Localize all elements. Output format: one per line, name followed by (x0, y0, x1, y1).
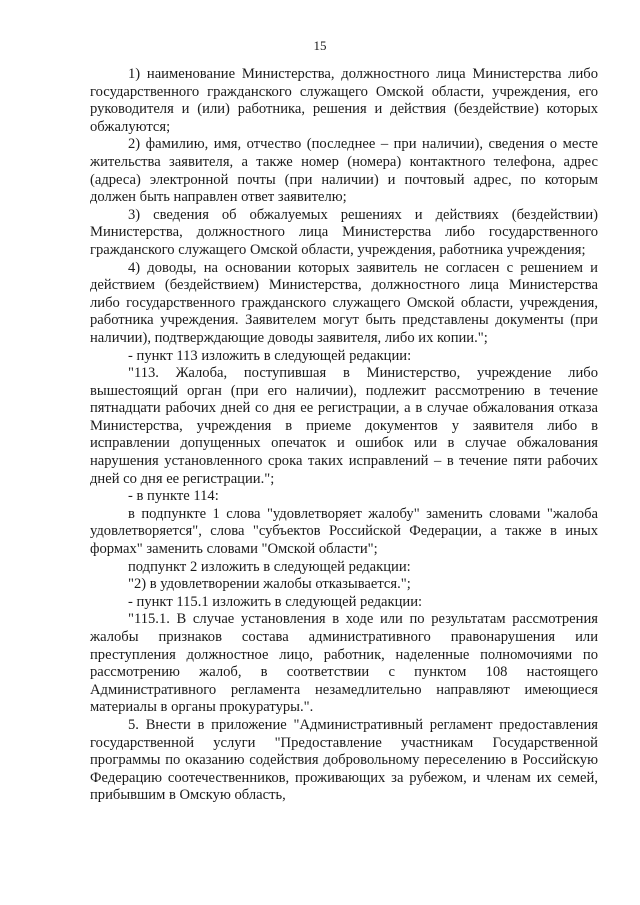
paragraph-subclause-2-heading: подпункт 2 изложить в следующей редакции: (128, 558, 411, 575)
paragraph-item-2: 2) фамилию, имя, отчество (последнее – при наличии), сведения о месте жительства заявителя, а также номер (номера) контактного телефона, адрес (адреса) электронной почты (при наличии) и почтовый адрес, по которым должен быть направлен ответ заявителю; (90, 136, 598, 206)
paragraph-clause-113-heading: - пункт 113 изложить в следующей редакции: (128, 347, 412, 364)
paragraph-clause-114-heading: - в пункте 114: (128, 488, 219, 505)
paragraph-clause-115: "115.1. В случае установления в ходе или по результатам рассмотрения жалобы признаков состава административного правонарушения или преступления должностное лицо, работник, наделенные полномочиями по рассмотрению жалоб, в соответствии с пунктом 108 настоящего Административного регламента незамедлительно направляют имеющиеся материалы в органы прокуратуры.". (90, 611, 598, 716)
paragraph-item-3: 3) сведения об обжалуемых решениях и действиях (бездействии) Министерства, должностного лица Министерства либо государственного гражданского служащего Омской области, учреждения, работника учреждения; (90, 206, 598, 258)
paragraph-subclause-2: "2) в удовлетворении жалобы отказывается."; (128, 576, 411, 593)
paragraph-item-4: 4) доводы, на основании которых заявитель не согласен с решением и действием (бездействием) Министерства, должностного лица Министерства либо государственного гражданского служащего Омской области, учреждения, работника учреждения. Заявителем могут быть представлены документы (при наличии), подтверждающие доводы заявителя, либо их копии."; (90, 259, 598, 346)
page-number: 15 (313, 38, 327, 53)
paragraph-section-5: 5. Внести в приложение "Административный регламент предоставления государственной услуги "Предоставление участникам Государственной программы по оказанию содействия добровольному переселению в Российскую Федерацию соотечественников, проживающих за рубежом, и членам их семей, прибывшим в Омскую область, (90, 716, 598, 804)
paragraph-subclause-1: в подпункте 1 слова "удовлетворяет жалобу" заменить словами "жалоба удовлетворяется", слова "субъектов Российской Федерации, а также в иных формах" заменить словами "Омской области"; (90, 505, 598, 558)
paragraph-clause-113: "113. Жалоба, поступившая в Министерство, учреждение либо вышестоящий орган (при его наличии), подлежит рассмотрению в течение пятнадцати рабочих дней со дня ее регистрации, а в случае обжалования отказа Министерства, учреждения в приеме документов у заявителя либо в исправлении допущенных опечаток и ошибок или в случае обжалования нарушения установленного срока таких исправлений – в течение пяти рабочих дней со дня ее регистрации."; (90, 365, 598, 487)
document-body (90, 66, 598, 805)
paragraph-item-1: 1) наименование Министерства, должностного лица Министерства либо государственного гражданского служащего Омской области, учреждения, его руководителя и (или) работника, решения и действия (бездействие) которых обжалуются; (90, 66, 598, 135)
paragraph-clause-115-heading: - пункт 115.1 изложить в следующей редакции: (128, 593, 423, 610)
